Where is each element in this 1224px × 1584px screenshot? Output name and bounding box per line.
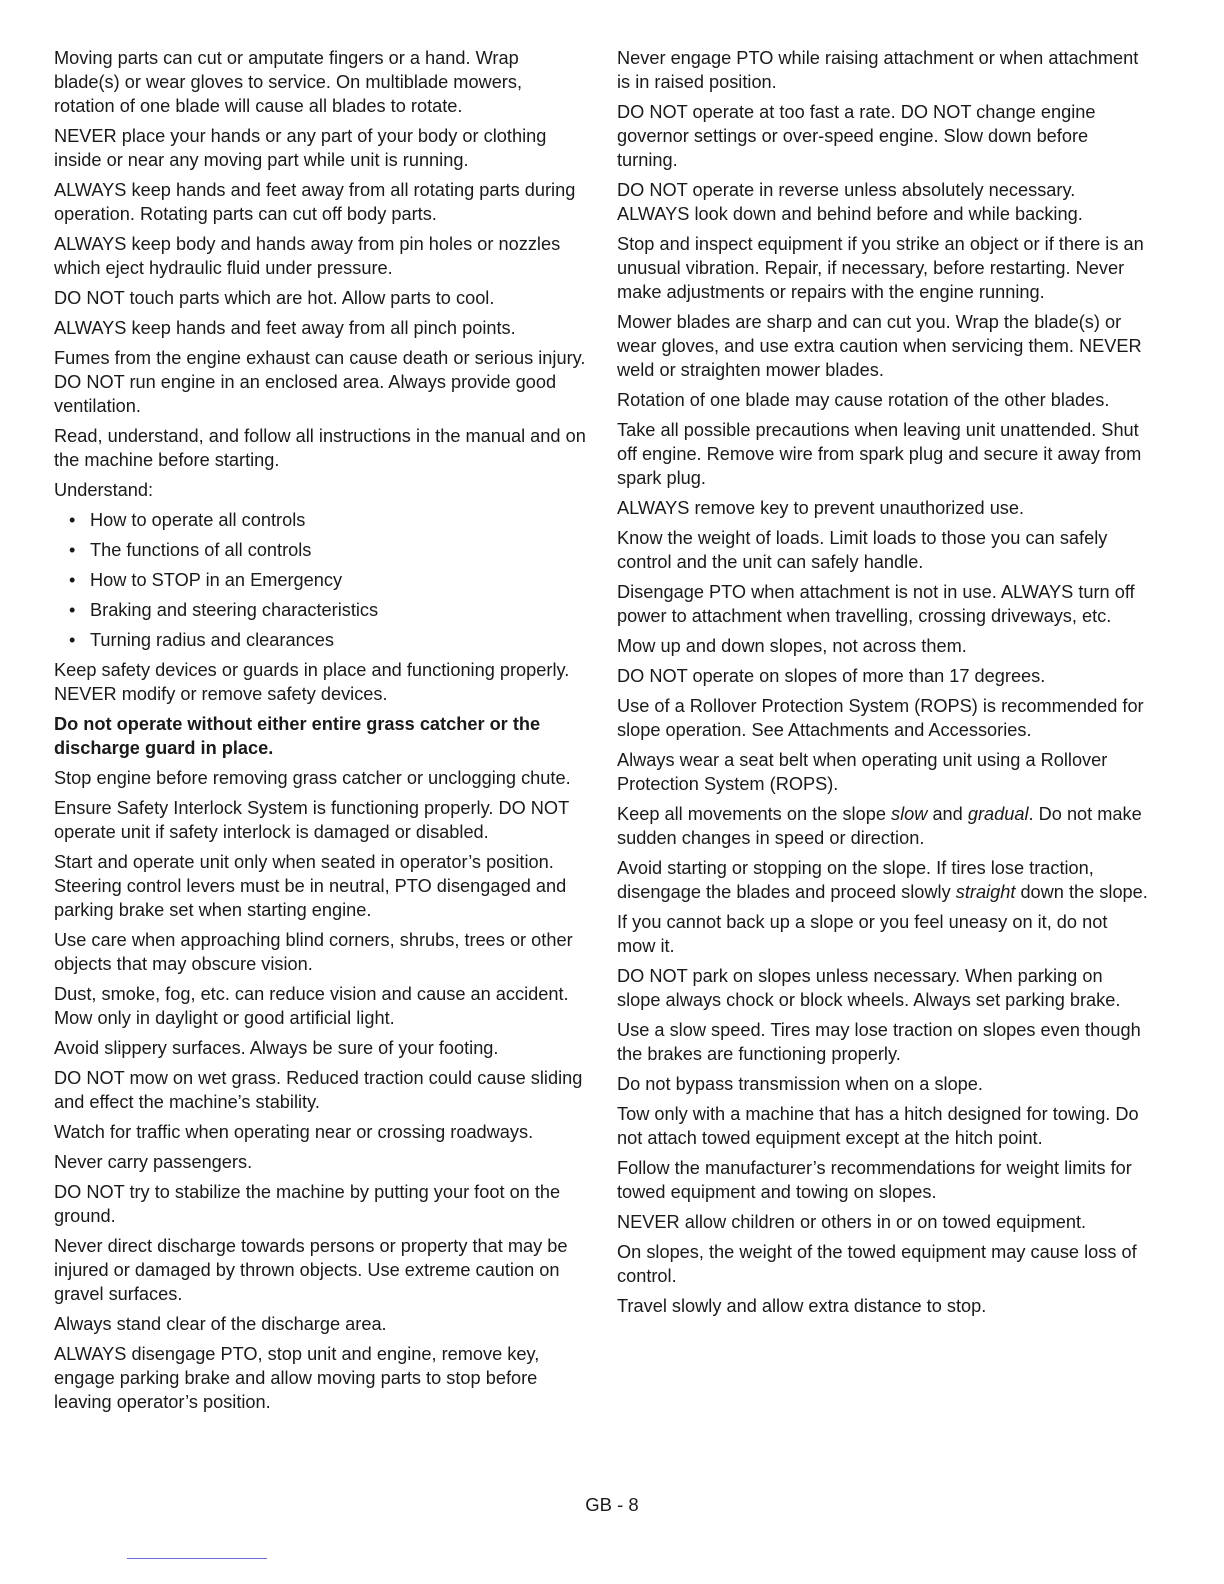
safety-paragraph: If you cannot back up a slope or you feel uneasy on it, do not mow it. <box>617 912 1108 956</box>
list-item-text: Turning radius and clearances <box>90 630 334 650</box>
safety-paragraph: Watch for traffic when operating near or crossing roadways. <box>54 1122 534 1142</box>
list-item <box>54 598 586 622</box>
bold-warning: Do not operate without either entire grass catcher or the discharge guard in place. <box>54 714 541 758</box>
safety-paragraph: Stop engine before removing grass catcher or unclogging chute. <box>54 768 571 788</box>
safety-paragraph: Never direct discharge towards persons or property that may be injured or damaged by thrown objects. Use extreme caution on gravel surfaces. <box>54 1236 568 1304</box>
safety-paragraph: DO NOT mow on wet grass. Reduced traction could cause sliding and effect the machine’s stability. <box>54 1068 583 1112</box>
safety-paragraph: Rotation of one blade may cause rotation of the other blades. <box>617 390 1110 410</box>
safety-paragraph: DO NOT operate at too fast a rate. DO NOT change engine governor settings or over-speed engine. Slow down before turning. <box>617 102 1096 170</box>
understand-list <box>54 508 586 652</box>
safety-paragraph: Stop and inspect equipment if you strike an object or if there is an unusual vibration. Repair, if necessary, before restarting. Never make adjustments or repairs with the engine running. <box>617 234 1144 302</box>
emphasis-slow: slow <box>891 804 928 824</box>
safety-paragraph: ALWAYS keep body and hands away from pin holes or nozzles which eject hydraulic fluid under pressure. <box>54 234 561 278</box>
safety-paragraph: Mow up and down slopes, not across them. <box>617 636 967 656</box>
list-item <box>54 538 586 562</box>
safety-paragraph: Follow the manufacturer’s recommendations for weight limits for towed equipment and towing on slopes. <box>617 1158 1132 1202</box>
bullet-icon: • <box>69 570 76 590</box>
text-run: . Do not make sudden changes in speed or direction. <box>617 804 1142 848</box>
safety-paragraph: Take all possible precautions when leaving unit unattended. Shut off engine. Remove wire from spark plug and secure it away from spark plug. <box>617 420 1142 488</box>
text-run: Keep all movements on the slope <box>617 804 891 824</box>
safety-paragraph: DO NOT operate on slopes of more than 17 degrees. <box>617 666 1046 686</box>
text-run: down the slope. <box>1015 882 1148 902</box>
safety-paragraph: Avoid slippery surfaces. Always be sure of your footing. <box>54 1038 499 1058</box>
safety-paragraph: Always wear a seat belt when operating unit using a Rollover Protection System (ROPS). <box>617 750 1108 794</box>
safety-paragraph: Moving parts can cut or amputate fingers or a hand. Wrap blade(s) or wear gloves to service. On multiblade mowers, rotation of one blade will cause all blades to rotate. <box>54 48 523 116</box>
safety-paragraph: Travel slowly and allow extra distance to stop. <box>617 1296 987 1316</box>
safety-paragraph: Read, understand, and follow all instructions in the manual and on the machine before starting. <box>54 426 586 470</box>
text-run: and <box>927 804 968 824</box>
footer-rule <box>127 1558 267 1559</box>
safety-paragraph: Mower blades are sharp and can cut you. Wrap the blade(s) or wear gloves, and use extra caution when servicing them. NEVER weld or straighten mower blades. <box>617 312 1142 380</box>
safety-paragraph: Know the weight of loads. Limit loads to those you can safely control and the unit can safely handle. <box>617 528 1108 572</box>
safety-paragraph: Disengage PTO when attachment is not in use. ALWAYS turn off power to attachment when travelling, crossing driveways, etc. <box>617 582 1135 626</box>
safety-paragraph: NEVER place your hands or any part of your body or clothing inside or near any moving part while unit is running. <box>54 126 547 170</box>
safety-paragraph: Always stand clear of the discharge area. <box>54 1314 387 1334</box>
bullet-icon: • <box>69 600 76 620</box>
list-item-text: How to operate all controls <box>90 510 306 530</box>
safety-paragraph: DO NOT touch parts which are hot. Allow parts to cool. <box>54 288 495 308</box>
list-item-text: How to STOP in an Emergency <box>90 570 343 590</box>
list-item <box>54 628 586 652</box>
safety-paragraph: Never carry passengers. <box>54 1152 253 1172</box>
safety-paragraph: ALWAYS disengage PTO, stop unit and engine, remove key, engage parking brake and allow moving parts to stop before leaving operator’s position. <box>54 1344 540 1412</box>
list-item <box>54 568 586 592</box>
safety-paragraph-emphasis <box>617 802 1149 850</box>
right-column <box>617 46 1149 1324</box>
safety-paragraph: DO NOT try to stabilize the machine by putting your foot on the ground. <box>54 1182 561 1226</box>
left-column <box>54 46 586 1420</box>
safety-paragraph: Fumes from the engine exhaust can cause death or serious injury. DO NOT run engine in an enclosed area. Always provide good ventilation. <box>54 348 586 416</box>
safety-paragraph: Use care when approaching blind corners, shrubs, trees or other objects that may obscure vision. <box>54 930 573 974</box>
list-item-text: The functions of all controls <box>90 540 312 560</box>
emphasis-straight: straight <box>955 882 1016 902</box>
bullet-icon: • <box>69 510 76 530</box>
safety-paragraph: Tow only with a machine that has a hitch designed for towing. Do not attach towed equipment except at the hitch point. <box>617 1104 1139 1148</box>
safety-paragraph: Ensure Safety Interlock System is functioning properly. DO NOT operate unit if safety interlock is damaged or disabled. <box>54 798 569 842</box>
safety-paragraph: Keep safety devices or guards in place and functioning properly. NEVER modify or remove safety devices. <box>54 660 570 704</box>
emphasis-gradual: gradual <box>967 804 1029 824</box>
safety-paragraph: Do not bypass transmission when on a slope. <box>617 1074 983 1094</box>
safety-paragraph-emphasis <box>617 856 1149 904</box>
safety-paragraph: ALWAYS keep hands and feet away from all pinch points. <box>54 318 516 338</box>
safety-paragraph: Use of a Rollover Protection System (ROPS) is recommended for slope operation. See Attachments and Accessories. <box>617 696 1144 740</box>
list-item <box>54 508 586 532</box>
safety-paragraph: Use a slow speed. Tires may lose traction on slopes even though the brakes are functioning properly. <box>617 1020 1141 1064</box>
list-item-text: Braking and steering characteristics <box>90 600 379 620</box>
safety-paragraph: ALWAYS keep hands and feet away from all rotating parts during operation. Rotating parts can cut off body parts. <box>54 180 576 224</box>
bullet-icon: • <box>69 540 76 560</box>
safety-paragraph: Start and operate unit only when seated in operator’s position. Steering control levers must be in neutral, PTO disengaged and parking brake set when starting engine. <box>54 852 567 920</box>
safety-paragraph: NEVER allow children or others in or on towed equipment. <box>617 1212 1087 1232</box>
text-run: Avoid starting or stopping on the slope. If tires lose traction, disengage the blades and proceed slowly <box>617 858 1094 902</box>
page-number: GB - 8 <box>585 1494 639 1515</box>
safety-paragraph: ALWAYS remove key to prevent unauthorized use. <box>617 498 1025 518</box>
understand-heading: Understand: <box>54 480 154 500</box>
bullet-icon: • <box>69 630 76 650</box>
safety-paragraph: Dust, smoke, fog, etc. can reduce vision and cause an accident. Mow only in daylight or good artificial light. <box>54 984 569 1028</box>
safety-paragraph: Never engage PTO while raising attachment or when attachment is in raised position. <box>617 48 1139 92</box>
safety-paragraph: On slopes, the weight of the towed equipment may cause loss of control. <box>617 1242 1137 1286</box>
safety-paragraph: DO NOT park on slopes unless necessary. When parking on slope always chock or block wheels. Always set parking brake. <box>617 966 1121 1010</box>
safety-paragraph: DO NOT operate in reverse unless absolutely necessary. ALWAYS look down and behind before and while backing. <box>617 180 1083 224</box>
